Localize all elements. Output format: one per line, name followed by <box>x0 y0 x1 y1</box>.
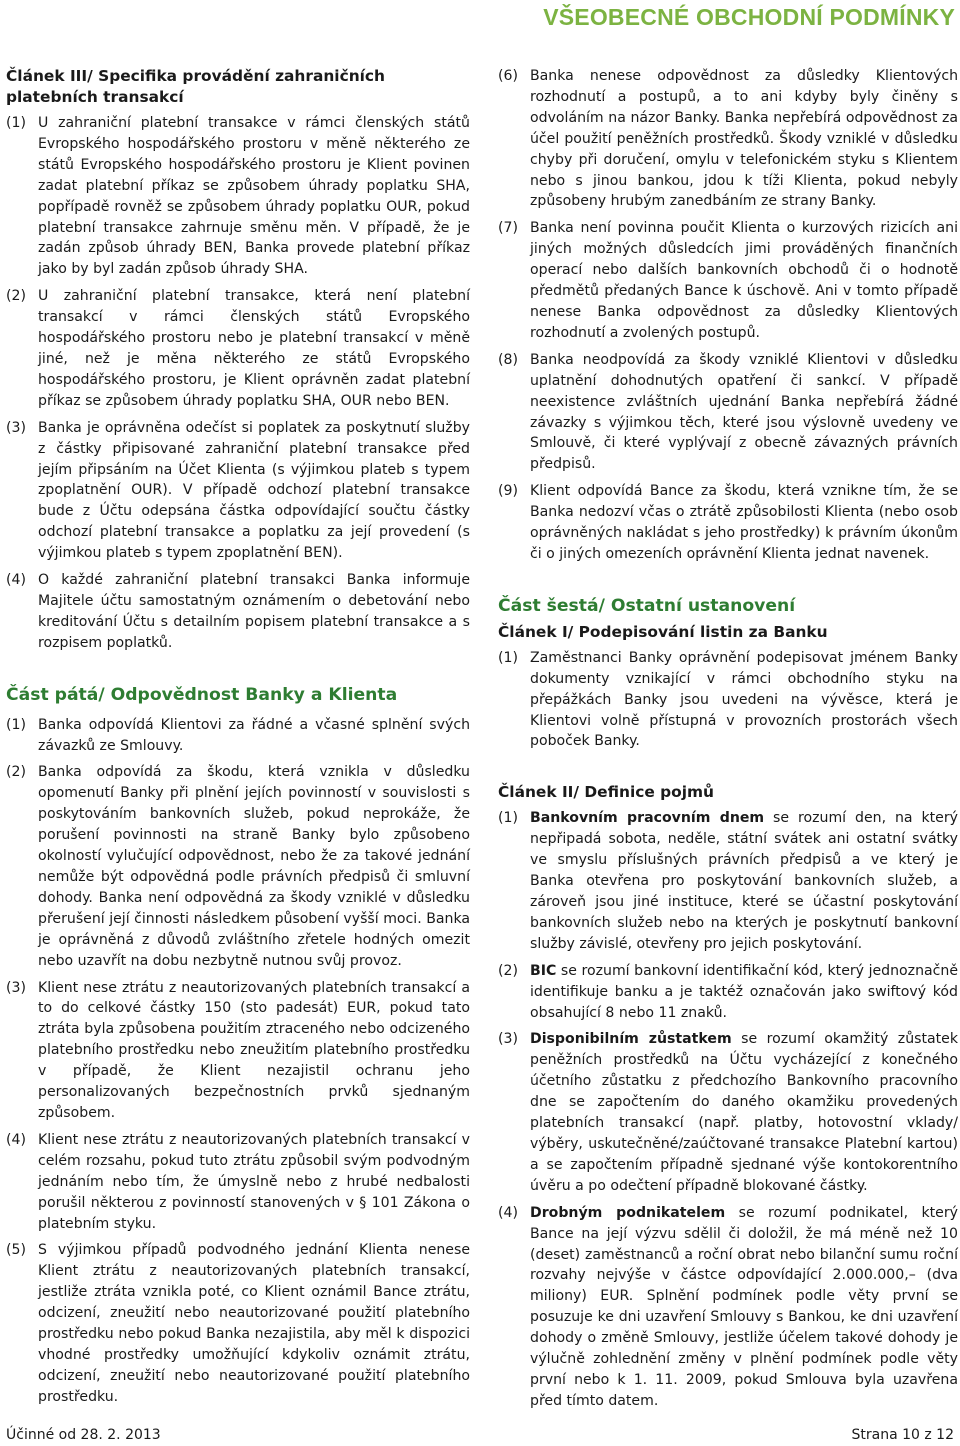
definition-paragraph <box>498 961 958 1024</box>
paragraph <box>6 286 470 411</box>
paragraph-number: (7) <box>498 220 518 237</box>
paragraph-number: (3) <box>6 419 26 436</box>
paragraph-text <box>530 961 958 1024</box>
definition-text: se rozumí okamžitý zůstatek peněžních prostředků na Účtu vycházející z konečného účetního zůstatku z předchozího Bankovního pracovního dne se započtením do daného okamžiku provedených platebních transakcí (např. platby, hotovostní vklady/ výběry, uskutečněné/zaúčtované transakce Platební kartou) a se započtením případně sjednané výše kontokorentního úvěru a po odečtení případně blokované částky. <box>530 1031 958 1194</box>
paragraph <box>6 1130 470 1235</box>
paragraph-number: (1) <box>6 115 26 131</box>
paragraph <box>6 570 470 654</box>
effective-date: Účinné od 28. 2. 2013 <box>6 1427 161 1443</box>
paragraph-number: (1) <box>6 716 26 733</box>
paragraph-text: Banka odpovídá za škodu, která vznikla v důsledku opomenutí Banky při plnění jejích povinností v souvislosti s poskytováním bankovních služeb, pokud neprokáže, že porušení povinnosti na straně Banky bylo způsobeno okolností vylučující odpovědnost, nebo že za takové jednání nemůže být odpovědná podle právních předpisů či smluvní dohody. Banka není odpovědná za škody vzniklé v důsledku přerušení její činnosti následkem působení vyšší moci. Banka je oprávněná z důvodů zvláštního zřetele hodných omezit nebo uzavřít na dobu nezbytně nutnou svůj provoz. <box>38 764 470 969</box>
paragraph-number: (8) <box>498 351 518 368</box>
paragraph <box>6 762 470 971</box>
article-title: Článek II/ Definice pojmů <box>498 783 715 802</box>
part-title: Část šestá/ Ostatní ustanovení <box>498 595 796 616</box>
paragraph-text: S výjimkou případů podvodného jednání Klienta nenese Klient ztrátu z neautorizovaných platebních transakcí, jestliže ztráta vznikla poté, co Klient oznámil Bance ztrátu, odcizení, zneužití nebo neautorizované použití platebního prostředku nebo pokud Banka nezajistila, aby měl k dispozici vhodné prostředky umožňující kdykoliv oznámit ztrátu, odcizení, zneužití nebo neautorizované použití platebního prostředku. <box>38 1242 470 1405</box>
paragraph-number: (2) <box>6 288 26 305</box>
article-title: Článek III/ Specifika provádění zahraničních platebních transakcí <box>6 67 386 106</box>
paragraph-text: O každé zahraniční platební transakci Banka informuje Majitele účtu samostatným oznámením o debetování nebo kreditování Účtu s detailním popisem platební transakce a s rozpisem poplatků. <box>38 572 470 651</box>
paragraph-number: (2) <box>6 764 26 781</box>
paragraph-text: Klient nese ztrátu z neautorizovaných platebních transakcí v celém rozsahu, pokud tuto ztrátu způsobil svým podvodným jednáním nebo tím, že úmyslně nebo z hrubé nedbalosti porušil některou z povinností stanovených v § 101 Zákona o platebním styku. <box>38 1131 470 1232</box>
paragraph <box>498 648 958 753</box>
document-header-title: VŠEOBECNÉ OBCHODNÍ PODMÍNKY <box>543 4 955 30</box>
paragraph <box>6 978 470 1124</box>
paragraph-text: Klient nese ztrátu z neautorizovaných platebních transakcí a to do celkové částky 150 (sto padesát) EUR, pokud tato ztráta byla způsobena použitím ztraceného nebo odcizeného platebního prostředku nebo zneužitím platebního prostředku v případě, že Klient nezajistil ochranu jeho personalizovaných bezpečnostních prvků sjednaným způsobem. <box>38 979 470 1121</box>
page-number: Strana 10 z 12 <box>851 1427 954 1443</box>
defined-term: Disponibilním zůstatkem <box>530 1031 732 1048</box>
paragraph-text: Zaměstnanci Banky oprávnění podepisovat jménem Banky dokumenty vznikající v rámci obchodního styku na přepážkách Banky jsou uvedeni na vývěsce, která je Klientovi volně přístupná v provozních prostorách všech poboček Banky. <box>530 649 958 750</box>
part-title: Část pátá/ Odpovědnost Banky a Klienta <box>6 684 398 705</box>
paragraph <box>498 350 958 475</box>
paragraph-number: (1) <box>498 649 518 666</box>
paragraph <box>498 66 958 212</box>
paragraph-number: (1) <box>498 810 518 827</box>
paragraph <box>6 1240 470 1407</box>
right-column <box>498 66 958 1418</box>
paragraph-text: Banka nenese odpovědnost za důsledky Klientových rozhodnutí a postupů, a to ani kdyby byly činěny s odvoláním na názor Banky. Banka nepřebírá odpovědnost za účel použití peněžních prostředků. Škody vzniklé v důsledku chyby při doručení, omylu v telefonickém styku s Klientem nebo s jinou bankou, jdou k tíži Klienta, pokud nebyly způsobeny hrubým zanedbáním ze strany Banky. <box>530 68 958 210</box>
left-column <box>6 66 470 1414</box>
paragraph <box>6 418 470 564</box>
paragraph-number: (4) <box>6 1131 26 1148</box>
paragraph-text <box>530 808 958 954</box>
paragraph-number: (2) <box>498 962 518 979</box>
paragraph-text <box>530 1029 958 1196</box>
defined-term: Drobným podnikatelem <box>530 1204 726 1221</box>
paragraph <box>6 715 470 757</box>
paragraph-text: U zahraniční platební transakce, která není platební transakcí v rámci členských států Evropského hospodářského prostoru nebo je platební transakcí v měně jiné, než je měna některého ze států Evropského hospodářského prostoru, je Klient oprávněn zadat platební příkaz se způsobem úhrady poplatku SHA, OUR nebo BEN. <box>38 288 470 409</box>
paragraph-text: Banka odpovídá Klientovi za řádné a včasné splnění svých závazků ze Smlouvy. <box>38 716 470 754</box>
paragraph-number: (3) <box>6 979 26 996</box>
definition-text: se rozumí bankovní identifikační kód, který jednoznačně identifikuje banku a je taktéž označován jako swiftový kód obsahující 8 nebo 11 znaků. <box>530 962 958 1021</box>
paragraph-number: (9) <box>498 483 518 500</box>
paragraph-text: Banka není povinna poučit Klienta o kurzových rizicích ani jiných možných důsledcích jimi prováděných finančních operací nebo dalších bankovních obchodů či o hodnotě předmětů předaných Bance k úschově. Ani v tomto případě nenese Banka odpovědnost za důsledky Klientových rozhodnutí a zvolených postupů. <box>530 220 958 341</box>
paragraph <box>498 218 958 343</box>
paragraph-number: (5) <box>6 1242 26 1259</box>
definition-text: se rozumí den, na který nepřipadá sobota, neděle, státní svátek ani ostatní svátky ve smyslu příslušných právních předpisů a ve který je Banka otevřena pro poskytování bankovních služeb, a zároveň jsou jiné instituce, které se účastní poskytování bankovních služeb nebo na kterých je poskytnutí bankovní služby závislé, otevřeny pro jejich poskytování. <box>530 810 958 952</box>
paragraph-number: (6) <box>498 68 518 84</box>
definition-paragraph <box>498 808 958 954</box>
defined-term: BIC <box>530 962 557 979</box>
article-title: Článek I/ Podepisování listin za Banku <box>498 622 828 641</box>
paragraph-number: (3) <box>498 1031 518 1048</box>
paragraph <box>498 481 958 565</box>
paragraph-text <box>530 1203 958 1412</box>
paragraph-text: Banka neodpovídá za škody vzniklé Klientovi v důsledku uplatnění dohodnutých opatření či sankcí. V případě neexistence zvláštních ujednání Banka nepřebírá žádné závazky s výjimkou těch, které jsou výslovně uvedeny ve Smlouvě, či které vyplývají z obecně závazných právních předpisů. <box>530 351 958 473</box>
paragraph-number: (4) <box>498 1204 518 1221</box>
definition-text: se rozumí podnikatel, který Bance na její výzvu sdělil či doložil, že má méně než 10 (deset) zaměstnanců a roční obrat nebo bilanční sumu roční rozvahy nejvýše v částce odpovídající 2.000.000,– (dva miliony) EUR. Splnění podmínek podle věty první se posuzuje ke dni uzavření Smlouvy s Bankou, ke dni uzavření dohody o změně Smlouvy, jestliže účelem takové dohody je výlučně zohlednění změny v plnění podmínek podle věty první nebo k 1. 11. 2009, pokud Smlouva byla uzavřena před tímto datem. <box>530 1204 958 1409</box>
paragraph-text: U zahraniční platební transakce v rámci členských států Evropského hospodářského prostoru v měně některého ze států Evropského hospodářského prostoru je Klient povinen zadat platební příkaz se způsobem úhrady poplatku SHA, popřípadě rovněž se způsobem úhrady poplatku OUR, pokud platební transakce zahrnuje směnu měn. V případě, že je zadán způsob úhrady BEN, Banka provede platební příkaz jako by byl zadán způsob úhrady SHA. <box>38 115 470 278</box>
definition-paragraph <box>498 1029 958 1196</box>
paragraph-text: Banka je oprávněna odečíst si poplatek za poskytnutí služby z částky připisované zahraniční platební transakce před jejím připsáním na Účet Klienta (s výjimkou plateb s typem zpoplatnění OUR). V případě odchozí platební transakce bude z Účtu odepsána částka odpovídající součtu částky odchozí platební transakce a poplatku za její provedení (s výjimkou plateb s typem zpoplatnění BEN). <box>38 419 470 562</box>
definition-paragraph <box>498 1203 958 1412</box>
paragraph <box>6 113 470 280</box>
paragraph-number: (4) <box>6 572 26 589</box>
paragraph-text: Klient odpovídá Bance za škodu, která vznikne tím, že se Banka nedozví včas o ztrátě způsobilosti Klienta (nebo osob oprávněných nakládat s jeho prostředky) k právním úkonům či o jiných omezeních oprávnění Klienta jednat navenek. <box>530 483 958 562</box>
defined-term: Bankovním pracovním dnem <box>530 810 765 827</box>
